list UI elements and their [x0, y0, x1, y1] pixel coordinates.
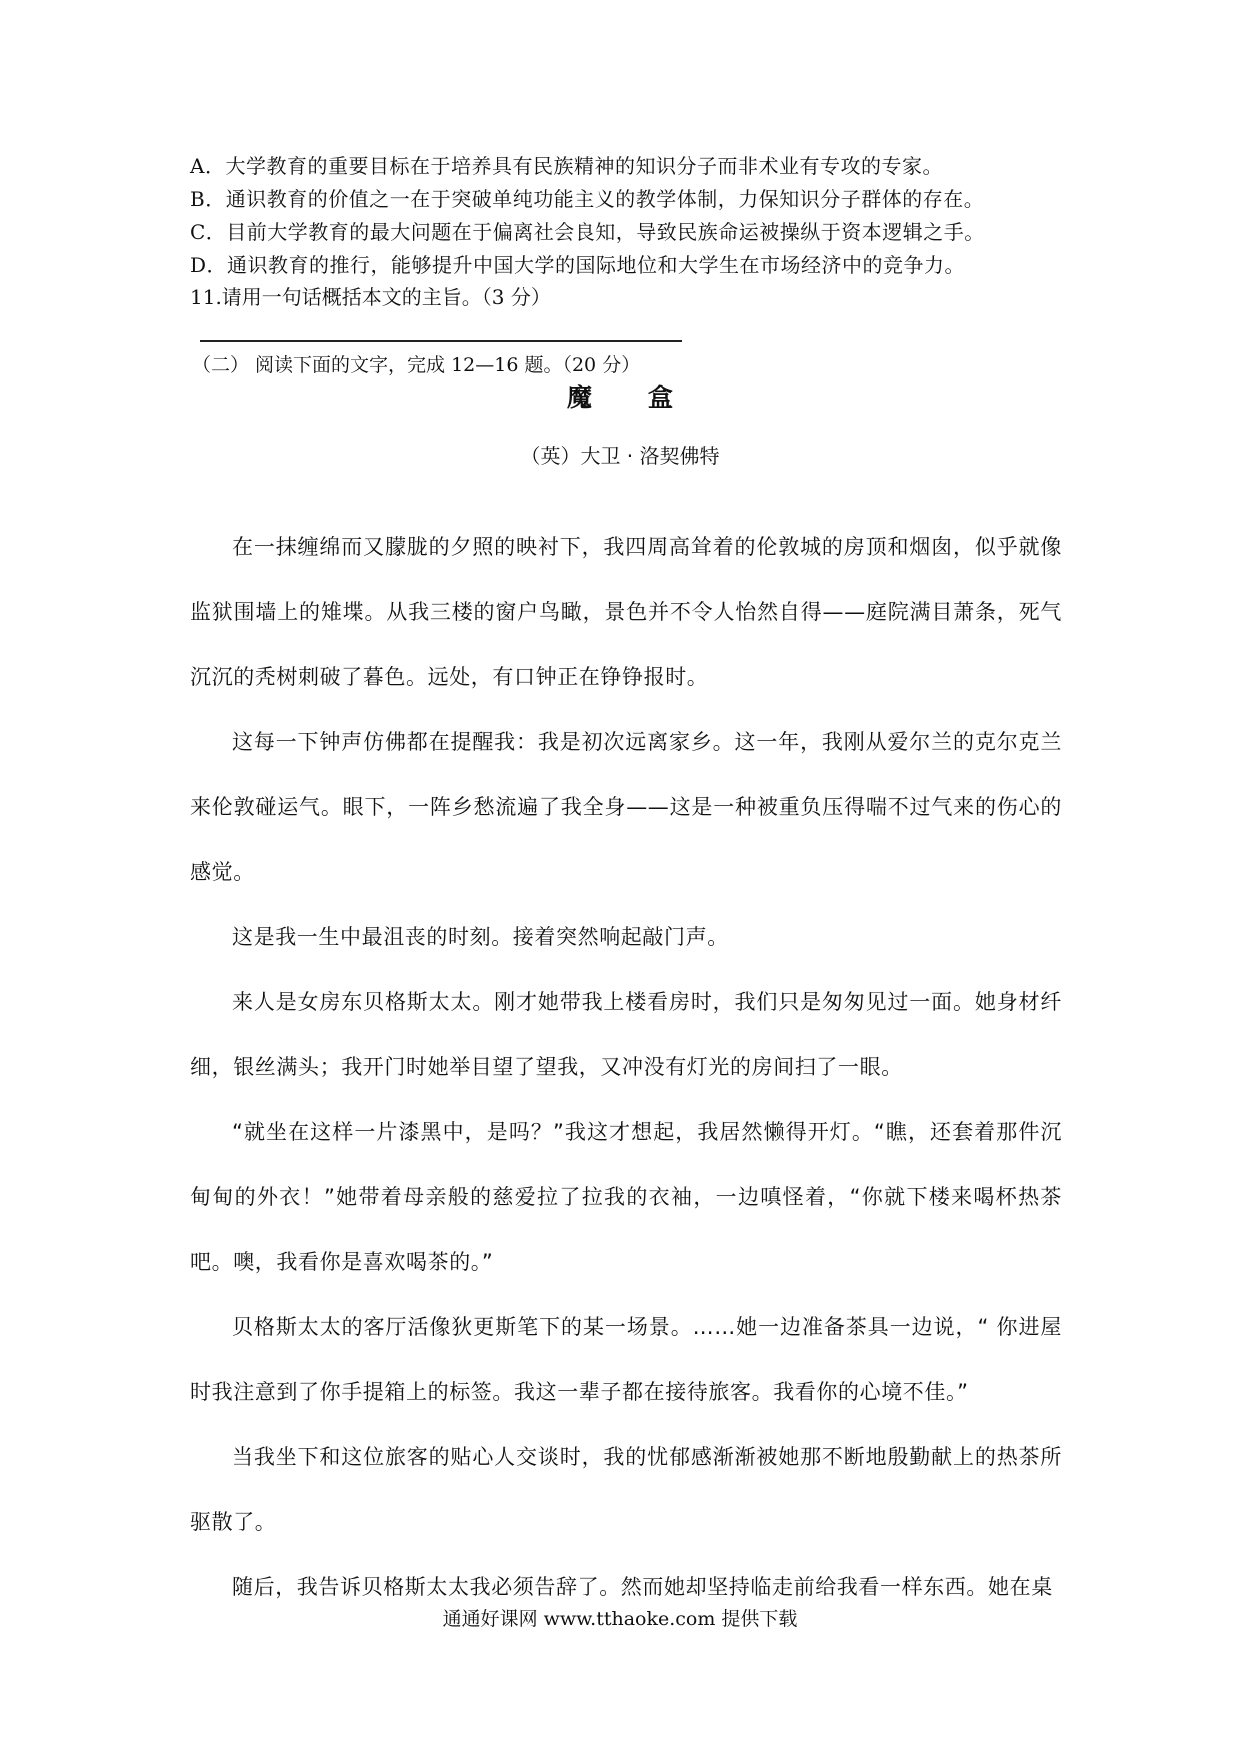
section-heading: （二） 阅读下面的文字，完成 12—16 题。（20 分） [192, 354, 641, 376]
paragraph: 当我坐下和这位旅客的贴心人交谈时，我的忧郁感渐渐被她那不断地殷勤献上的热茶所驱散了。 [190, 1445, 1062, 1534]
story-author: （英）大卫 · 洛契佛特 [520, 444, 720, 468]
story-body [190, 515, 1062, 1620]
section-divider [200, 340, 682, 342]
answer-options [190, 150, 1090, 282]
paragraph: 这是我一生中最沮丧的时刻。接着突然响起敲门声。 [232, 925, 729, 949]
paragraph: 在一抹缠绵而又朦胧的夕照的映衬下，我四周高耸着的伦敦城的房顶和烟囱，似乎就像监狱围墙上的雉堞。从我三楼的窗户鸟瞰，景色并不令人怡然自得——庭院满目萧条，死气沉沉的秃树刺破了暮色。远处，有口钟正在铮铮报时。 [190, 535, 1062, 689]
paragraph: “就坐在这样一片漆黑中，是吗？”我这才想起，我居然懒得开灯。“瞧，还套着那件沉甸甸的外衣！”她带着母亲般的慈爱拉了拉我的衣袖，一边嗔怪着，“你就下楼来喝杯热茶吧。噢，我看你是喜欢喝茶的。” [190, 1120, 1062, 1274]
option-a: A．大学教育的重要目标在于培养具有民族精神的知识分子而非术业有专攻的专家。 [190, 154, 943, 178]
story-title: 魔盒 [566, 383, 729, 412]
paragraph: 这每一下钟声仿佛都在提醒我：我是初次远离家乡。这一年，我刚从爱尔兰的克尔克兰来伦敦碰运气。眼下，一阵乡愁流遍了我全身——这是一种被重负压得喘不过气来的伤心的感觉。 [190, 730, 1062, 884]
option-b: B．通识教育的价值之一在于突破单纯功能主义的教学体制，力保知识分子群体的存在。 [190, 187, 985, 211]
page-footer: 通通好课网 www.tthaoke.com 提供下载 [442, 1608, 798, 1630]
paragraph: 随后，我告诉贝格斯太太我必须告辞了。然而她却坚持临走前给我看一样东西。她在桌 [232, 1575, 1053, 1599]
question-11: 11.请用一句话概括本文的主旨。（3 分） [190, 285, 551, 309]
option-d: D．通识教育的推行，能够提升中国大学的国际地位和大学生在市场经济中的竞争力。 [190, 253, 966, 277]
option-c: C．目前大学教育的最大问题在于偏离社会良知，导致民族命运被操纵于资本逻辑之手。 [190, 220, 985, 244]
paragraph: 来人是女房东贝格斯太太。刚才她带我上楼看房时，我们只是匆匆见过一面。她身材纤细，银丝满头；我开门时她举目望了望我，又冲没有灯光的房间扫了一眼。 [190, 990, 1062, 1079]
paragraph: 贝格斯太太的客厅活像狄更斯笔下的某一场景。……她一边准备茶具一边说，“ 你进屋时我注意到了你手提箱上的标签。我这一辈子都在接待旅客。我看你的心境不佳。” [190, 1315, 1062, 1404]
